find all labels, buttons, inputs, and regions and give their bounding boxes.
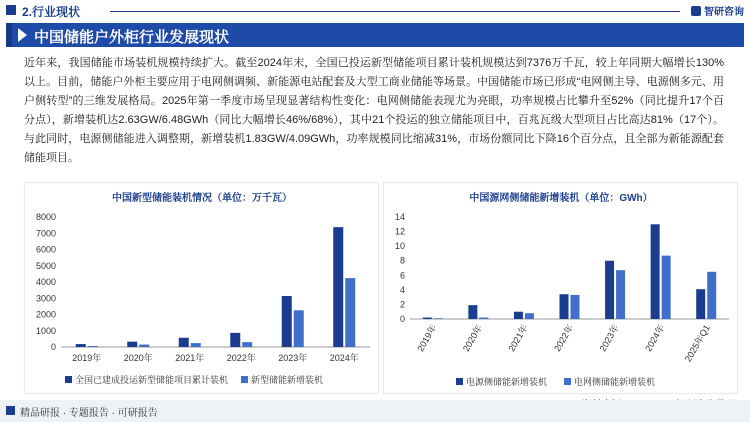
bar-series-b bbox=[88, 346, 98, 347]
bar-series-b bbox=[345, 278, 355, 347]
x-tick-label: 2019年 bbox=[415, 323, 439, 354]
y-tick-label: 0 bbox=[50, 342, 56, 352]
brand-logo-icon bbox=[691, 6, 701, 16]
legend-swatch bbox=[564, 378, 571, 385]
y-tick-label: 2 bbox=[399, 299, 405, 310]
y-tick-label: 4 bbox=[399, 284, 405, 295]
y-tick-label: 10 bbox=[394, 241, 405, 252]
bar-series-b bbox=[479, 318, 488, 319]
bar-series-a bbox=[468, 305, 477, 319]
y-tick-label: 6 bbox=[399, 270, 405, 281]
legend-swatch bbox=[456, 378, 463, 385]
bar-series-b bbox=[525, 313, 534, 319]
x-tick-label: 2021年 bbox=[175, 353, 205, 363]
bar-series-b bbox=[191, 343, 201, 347]
x-tick-label: 2024年 bbox=[643, 323, 667, 354]
legend-label: 电网侧储能新增装机 bbox=[574, 377, 656, 387]
bar-series-b bbox=[616, 270, 625, 319]
legend-label: 新型储能新增装机 bbox=[251, 375, 324, 385]
bar-series-a bbox=[179, 338, 189, 347]
x-tick-label: 2022年 bbox=[226, 353, 256, 363]
bar-series-b bbox=[707, 272, 716, 319]
bar-series-a bbox=[230, 333, 240, 347]
bar-series-a bbox=[514, 312, 523, 319]
bar-series-a bbox=[127, 342, 137, 347]
play-arrow-icon bbox=[18, 28, 27, 42]
bar-series-a bbox=[560, 294, 569, 319]
bar-series-a bbox=[651, 224, 660, 319]
brand-logo bbox=[691, 3, 744, 18]
bar-series-a bbox=[605, 261, 614, 319]
y-tick-label: 8000 bbox=[35, 212, 56, 222]
x-tick-label: 2024年 bbox=[329, 353, 359, 363]
section-marker bbox=[6, 5, 16, 15]
chart-title: 中国新型储能装机情况（单位：万千瓦） bbox=[112, 193, 292, 204]
legend-swatch bbox=[241, 376, 248, 383]
bar-series-a bbox=[76, 344, 86, 347]
report-icon bbox=[6, 406, 15, 415]
footer-bar bbox=[0, 400, 750, 422]
top-bar bbox=[0, 0, 750, 22]
title-banner bbox=[6, 23, 744, 47]
y-tick-label: 0 bbox=[399, 314, 405, 324]
x-tick-label: 2022年 bbox=[552, 323, 576, 354]
chart-right bbox=[383, 182, 738, 394]
brand-name: 智研咨询 bbox=[704, 7, 744, 18]
x-tick-label: 2019年 bbox=[72, 353, 102, 363]
x-tick-label: 2023年 bbox=[597, 323, 621, 354]
y-tick-label: 7000 bbox=[35, 228, 56, 239]
x-tick-label: 2023年 bbox=[278, 353, 308, 363]
section-label: 2.行业现状 bbox=[22, 5, 81, 19]
bar-series-a bbox=[696, 289, 705, 319]
chart-left bbox=[24, 182, 379, 394]
footer-label: 精品研报 · 专题报告 · 可研报告 bbox=[20, 408, 158, 419]
legend-swatch bbox=[65, 376, 72, 383]
page-title: 中国储能户外柜行业发展现状 bbox=[34, 29, 230, 46]
y-tick-label: 5000 bbox=[35, 260, 56, 271]
y-tick-label: 1000 bbox=[35, 325, 56, 336]
y-tick-label: 2000 bbox=[35, 309, 56, 320]
chart-right-svg bbox=[384, 183, 739, 395]
y-tick-label: 4000 bbox=[35, 277, 56, 287]
bar-series-b bbox=[571, 295, 580, 319]
chart-title: 中国源网侧储能新增装机（单位：GWh） bbox=[469, 193, 653, 204]
legend-label: 电源侧储能新增装机 bbox=[466, 377, 548, 387]
chart-left-svg bbox=[25, 183, 380, 395]
bar-series-b bbox=[294, 310, 304, 347]
y-tick-label: 12 bbox=[394, 226, 405, 237]
bar-series-a bbox=[423, 318, 432, 319]
divider bbox=[110, 11, 680, 12]
y-tick-label: 3000 bbox=[35, 293, 56, 304]
bar-series-b bbox=[662, 256, 671, 319]
bar-series-b bbox=[434, 318, 443, 319]
bar-series-b bbox=[139, 345, 149, 347]
bar-series-a bbox=[282, 296, 292, 347]
y-tick-label: 14 bbox=[394, 212, 405, 222]
x-tick-label: 2020年 bbox=[460, 323, 485, 354]
x-tick-label: 2021年 bbox=[506, 323, 530, 354]
x-tick-label: 2025年Q1 bbox=[682, 323, 712, 364]
x-tick-label: 2020年 bbox=[123, 353, 153, 363]
summary-paragraph: 近年来，我国储能市场装机规模持续扩大。截至2024年末，全国已投运新型储能项目累计装机规模达到7376万千瓦，较上年同期大幅增长130%以上。目前，储能户外柜主要应用于电网侧调频、新能源电站配套及大型工商业储能等场景。中国储能市场已形成“电网侧主导、电源侧多元、用户侧转型”的三维发展格局。2025年第一季度市场呈现显著结构性变化：电网侧储能表现尤为亮眼，功率规模占比攀升至52%（同比提升17个百分点），新增装机达2.63GW/6.48GWh（同比大幅增长46%/68%），其中21个投运的独立储能项目中，百兆瓦级大型项目占比高达81%（17个）。与此同时，电源侧储能进入调整期，新增装机1.83GW/4.09GWh，功率规模同比缩减31%，市场份额同比下降16个百分点，且全部为新能源配套储能项目。 bbox=[24, 57, 724, 164]
legend-label: 全国已建成投运新型储能项目累计装机 bbox=[75, 375, 229, 385]
y-tick-label: 8 bbox=[399, 255, 405, 266]
y-tick-label: 6000 bbox=[35, 244, 56, 255]
bar-series-b bbox=[242, 342, 252, 347]
bar-series-a bbox=[333, 227, 343, 347]
